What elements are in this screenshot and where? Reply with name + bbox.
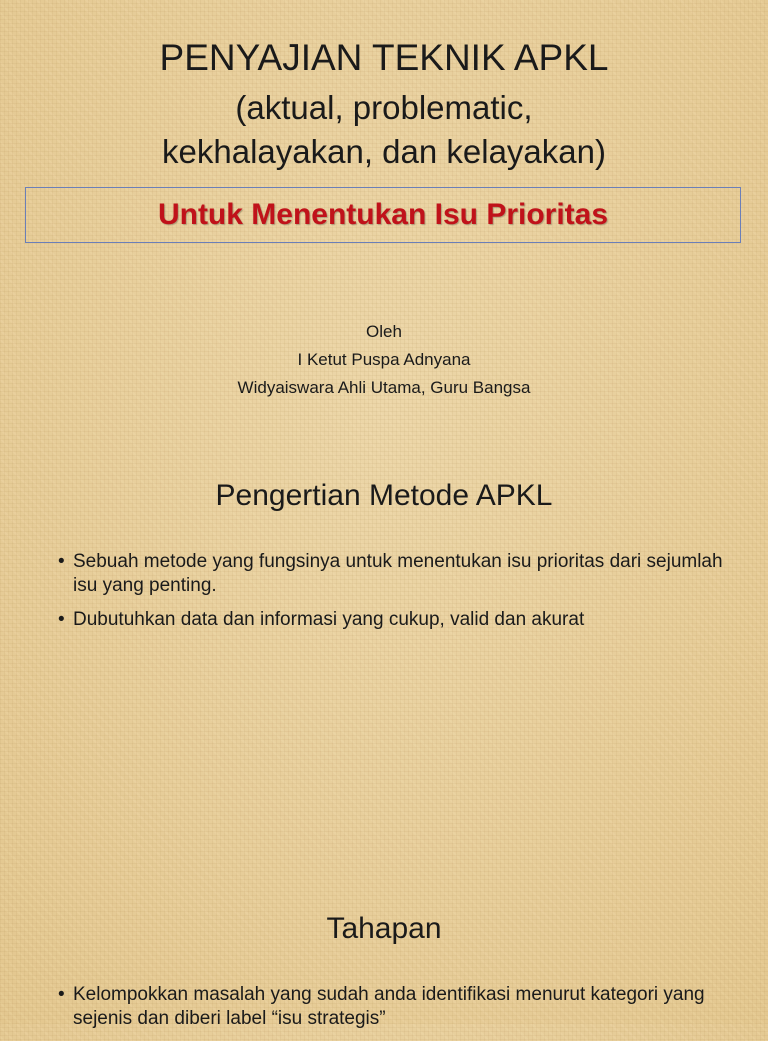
author-title: Widyaiswara Ahli Utama, Guru Bangsa	[237, 378, 531, 397]
section-title-tahapan: Tahapan	[326, 912, 442, 945]
highlight-text: Untuk Menentukan Isu Prioritas	[157, 198, 609, 231]
bullet-list-tahapan	[58, 983, 738, 1041]
subtitle-line-2: kekhalayakan, dan kelayakan)	[162, 133, 606, 170]
slide-title: PENYAJIAN TEKNIK APKL	[159, 37, 609, 78]
bullet-item: • Sebuah metode yang fungsinya untuk menentukan isu prioritas dari sejumlah isu yang penting.	[58, 550, 738, 598]
bullet-list-pengertian	[58, 550, 738, 642]
subtitle-line-1: (aktual, problematic,	[235, 89, 533, 126]
author-name: I Ketut Puspa Adnyana	[297, 350, 471, 369]
highlight-box	[25, 187, 741, 243]
bullet-item: • Kelompokkan masalah yang sudah anda identifikasi menurut kategori yang sejenis dan diberi label “isu strategis”	[58, 983, 738, 1031]
author-label: Oleh	[366, 322, 402, 341]
section-title-pengertian: Pengertian Metode APKL	[215, 479, 553, 512]
bullet-item: • Dubutuhkan data dan informasi yang cukup, valid dan akurat	[58, 608, 738, 632]
author-block	[0, 318, 768, 402]
slide-subtitle	[0, 86, 768, 174]
